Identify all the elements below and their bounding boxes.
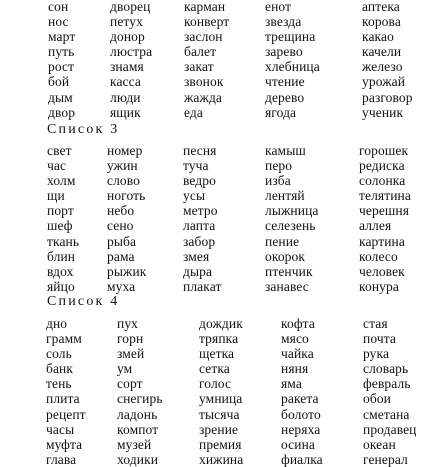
word: снегирь [117,391,163,407]
word: грамм [46,331,82,347]
list-column-5 [363,316,417,467]
word: карман [184,0,226,14]
word: ум [117,361,133,377]
word: урожай [362,74,406,90]
word: птенчик [265,263,313,279]
word: сон [48,0,69,14]
word: неряха [281,421,321,437]
word: музей [117,436,152,452]
word: заслон [184,29,223,45]
word: умница [199,391,243,407]
word: блин [47,248,76,264]
list-column-4 [265,143,319,294]
word: ягода [265,104,297,120]
word: картина [359,233,405,249]
list-column-3 [183,143,221,294]
word: енот [265,0,292,14]
word: премия [199,436,242,452]
word: тряпка [199,331,239,347]
word: март [48,29,76,45]
word: железо [362,59,403,75]
word: редиска [359,158,405,174]
word: порт [47,203,74,219]
word: продавец [363,421,417,437]
list-column-4 [265,0,320,120]
word: туча [183,158,209,174]
word: чтение [265,74,305,90]
word: генерал [363,451,408,467]
word: дворец [110,0,151,14]
word: банк [46,361,74,377]
word: февраль [363,376,411,392]
word: черешня [359,203,410,219]
word: звезда [265,14,302,30]
word: муха [107,278,136,294]
word: щетка [199,346,235,362]
word: дыра [183,263,213,279]
word: хлебница [265,59,320,75]
word: стая [363,316,388,331]
word: осина [281,436,316,452]
word: знамя [110,59,144,75]
word: качели [362,44,402,60]
word: часы [46,421,75,437]
word: словарь [363,361,409,377]
word: дно [46,316,68,331]
word: ткань [47,233,80,249]
word: ужин [107,158,138,174]
list-column-5 [359,143,411,294]
word: трещина [265,29,316,45]
word: двор [48,104,76,120]
word: яма [281,376,302,392]
word: пение [265,233,300,249]
word: болото [281,406,321,422]
word: океан [363,436,396,452]
word: кофта [281,316,315,331]
word: рыба [107,233,137,249]
list-column-2 [107,143,146,294]
word: плакат [183,278,222,294]
word: змея [183,248,210,264]
word: звонок [184,74,224,90]
word: ракета [281,391,319,407]
word: рост [48,59,75,75]
word: слово [107,173,141,189]
list-column-1 [47,143,79,294]
list-column-2 [110,0,152,120]
word: ноготь [107,188,146,204]
word: рыжик [107,263,147,279]
list-column-2 [117,316,163,467]
word: камыш [265,143,306,158]
word: дождик [199,316,243,331]
word: ходики [117,451,159,467]
word: человек [359,263,405,279]
word: разговор [362,89,413,105]
word: ученик [362,104,404,120]
word: дерево [265,89,305,105]
word: час [47,158,67,174]
word: сено [107,218,134,234]
list-3-heading: Список 3 [47,122,120,137]
word: свет [47,143,72,158]
word: конура [359,278,399,294]
list-column-1 [48,0,75,120]
word: донор [110,29,145,45]
word: нос [48,14,69,30]
word: сметана [363,406,410,422]
word: телятина [359,188,411,204]
word: сетка [199,361,230,377]
word: тень [46,376,72,392]
word: еда [184,104,203,120]
word: глава [46,451,77,467]
word: обои [363,391,391,407]
word: люстра [110,44,153,60]
word: аллея [359,218,392,234]
word: холм [47,173,76,189]
word: муфта [46,436,83,452]
word: горошек [359,143,409,158]
word: хижина [199,451,244,467]
word: шеф [47,218,73,234]
word: лыжница [265,203,319,219]
word: плита [46,391,80,407]
word: перо [265,158,293,174]
word: лентяй [265,188,305,204]
word: лапта [183,218,216,234]
word: яйцо [47,278,75,294]
word: почта [363,331,396,347]
word: мясо [281,331,309,347]
word: занавес [265,278,309,294]
word: голос [199,376,232,392]
list-column-5 [362,0,413,120]
word: селезень [265,218,316,234]
word: горн [117,331,144,347]
word: зрение [199,421,239,437]
word: солонка [359,173,406,189]
word: щи [47,188,65,204]
word: изба [265,173,291,189]
word: рука [363,346,390,362]
word: песня [183,143,217,158]
word: рама [107,248,135,264]
word: тысяча [199,406,240,422]
word: сорт [117,376,143,392]
word: какао [362,29,394,45]
word: балет [184,44,217,60]
word: усы [183,188,206,204]
word: аптека [362,0,400,14]
word: фиалка [281,451,323,467]
word: ведро [183,173,216,189]
word: ящик [110,104,141,120]
word: забор [183,233,216,249]
word: закат [184,59,214,75]
word: метро [183,203,218,219]
word: путь [48,44,75,60]
word: компот [117,421,159,437]
word: номер [107,143,143,158]
word: змей [117,346,145,362]
word: касса [110,74,141,90]
word: люди [110,89,141,105]
word: конверт [184,14,230,30]
list-column-3 [199,316,243,467]
word: дым [48,89,73,105]
word: чайка [281,346,314,362]
word: бой [48,74,70,90]
word: ладонь [117,406,158,422]
word: рецепт [46,406,86,422]
word: окорок [265,248,306,264]
word: корова [362,14,401,30]
word: соль [46,346,72,362]
list-column-4 [281,316,323,467]
word: небо [107,203,135,219]
word: петух [110,14,143,30]
word: пух [117,316,139,331]
word: колесо [359,248,398,264]
word: жажда [184,89,223,105]
list-column-1 [46,316,86,467]
word: зарево [265,44,303,60]
list-4-heading: Список 4 [47,294,120,309]
word: вдох [47,263,74,279]
list-column-3 [184,0,229,120]
word: няня [281,361,309,377]
